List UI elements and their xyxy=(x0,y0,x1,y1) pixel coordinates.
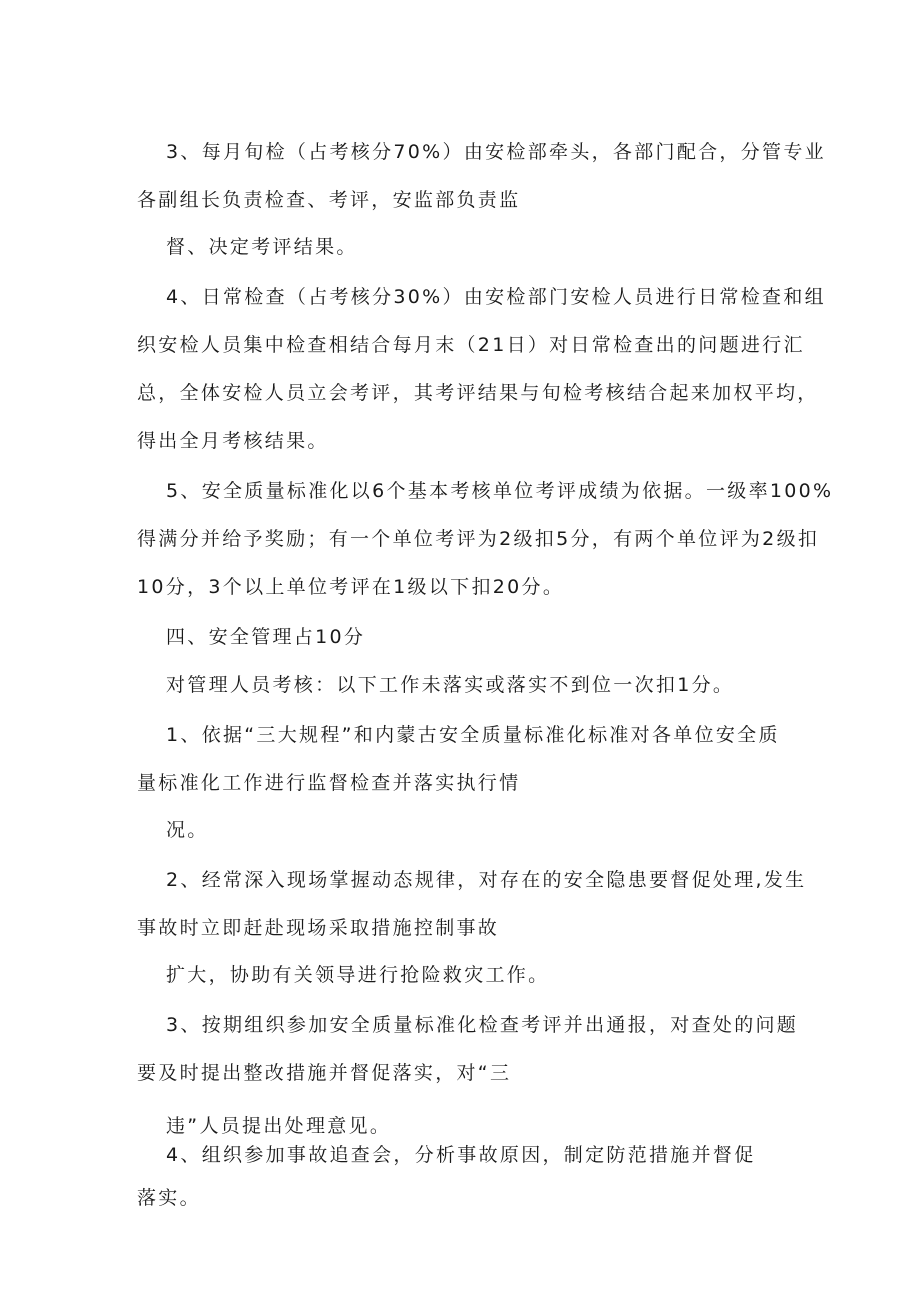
item-3-line-1: 3、按期组织参加安全质量标准化检查考评并出通报，对查处的问题 xyxy=(166,1014,799,1036)
item-1-line-3: 况。 xyxy=(166,819,209,841)
paragraph-4-line-4: 得出全月考核结果。 xyxy=(137,430,329,452)
paragraph-5-line-1: 5、安全质量标准化以6个基本考核单位考评成绩为依据。一级率100% xyxy=(166,480,834,502)
item-2-line-1: 2、经常深入现场掌握动态规律，对存在的安全隐患要督促处理,发生 xyxy=(166,869,807,891)
paragraph-3-line-2: 各副组长负责检查、考评，安监部负责监 xyxy=(137,189,521,211)
paragraph-3-line-3: 督、决定考评结果。 xyxy=(166,236,358,258)
management-intro: 对管理人员考核：以下工作未落实或落实不到位一次扣1分。 xyxy=(166,674,735,696)
paragraph-4-line-2: 织安检人员集中检查相结合每月末（21日）对日常检查出的问题进行汇 xyxy=(137,334,805,356)
paragraph-4-line-1: 4、日常检查（占考核分30%）由安检部门安检人员进行日常检查和组 xyxy=(166,286,826,308)
item-1-line-2: 量标准化工作进行监督检查并落实执行情 xyxy=(137,772,521,794)
paragraph-5-line-3: 10分，3个以上单位考评在1级以下扣20分。 xyxy=(137,576,565,598)
paragraph-4-line-3: 总，全体安检人员立会考评，其考评结果与旬检考核结合起来加权平均， xyxy=(137,382,819,404)
item-3-line-3: 违”人员提出处理意见。 xyxy=(166,1115,392,1137)
item-3-line-2: 要及时提出整改措施并督促落实，对“三 xyxy=(137,1062,512,1084)
section-heading-4: 四、安全管理占10分 xyxy=(166,626,366,648)
item-2-line-3: 扩大，协助有关领导进行抢险救灾工作。 xyxy=(166,964,550,986)
item-2-line-2: 事故时立即赶赴现场采取措施控制事故 xyxy=(137,917,500,939)
item-4-line-1: 4、组织参加事故追查会，分析事故原因，制定防范措施并督促 xyxy=(166,1144,756,1166)
item-1-line-1: 1、依据“三大规程”和内蒙古安全质量标准化标准对各单位安全质 xyxy=(166,724,780,746)
paragraph-5-line-2: 得满分并给予奖励；有一个单位考评为2级扣5分，有两个单位评为2级扣 xyxy=(137,528,820,550)
item-4-line-2: 落实。 xyxy=(137,1187,201,1209)
paragraph-3-line-1: 3、每月旬检（占考核分70%）由安检部牵头，各部门配合，分管专业 xyxy=(166,141,826,163)
